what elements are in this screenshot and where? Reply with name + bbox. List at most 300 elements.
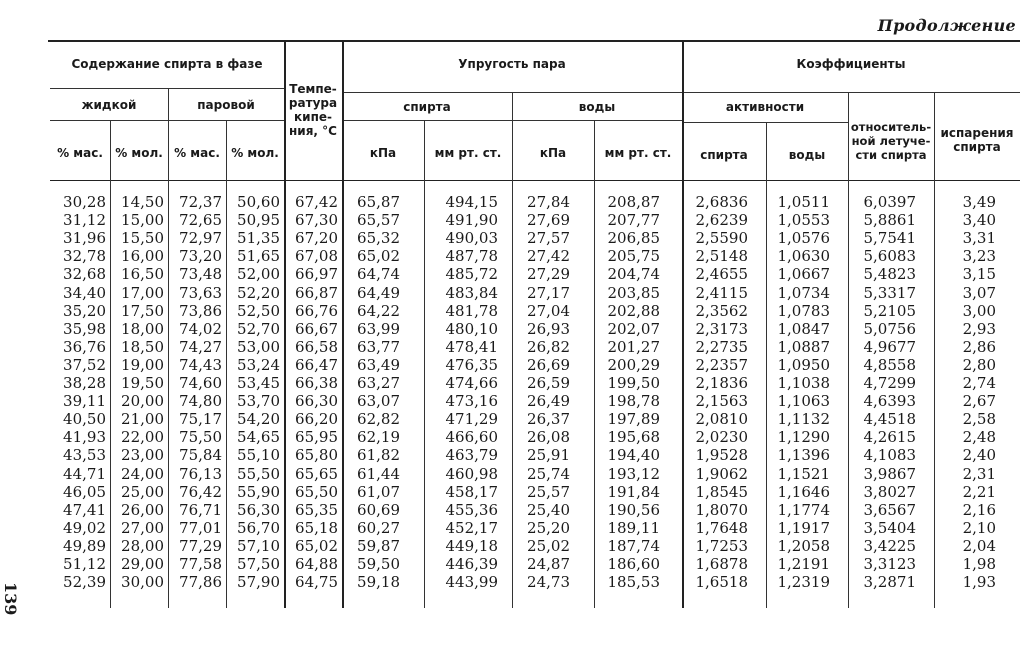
table-cell: 26,37 — [527, 410, 570, 429]
table-cell: 4,7299 — [863, 374, 916, 392]
table-cell: 65,18 — [295, 518, 338, 537]
table-cell: 73,63 — [179, 283, 222, 302]
table-cell: 2,04 — [962, 536, 996, 555]
table-cell: 52,00 — [237, 265, 280, 284]
table-cell: 27,00 — [121, 518, 164, 537]
table-cell: 2,6239 — [695, 211, 748, 230]
table-cell: 1,0783 — [777, 301, 830, 320]
table-cell: 1,98 — [962, 555, 996, 573]
table-cell: 67,30 — [295, 211, 338, 230]
table-cell: 30,00 — [121, 573, 164, 592]
table-cell: 61,44 — [357, 464, 400, 483]
table-cell: 64,22 — [357, 301, 400, 320]
table-cell: 24,73 — [527, 573, 570, 592]
table-cell: 2,5148 — [695, 247, 748, 266]
table-cell: 56,70 — [237, 518, 280, 537]
table-cell: 186,60 — [607, 555, 660, 573]
table-cell: 64,88 — [295, 555, 338, 573]
table-cell: 2,3173 — [695, 319, 748, 338]
table-cell: 5,4823 — [863, 265, 916, 284]
table-cell: 63,99 — [357, 319, 400, 338]
table-cell: 2,93 — [962, 319, 996, 338]
table-cell: 2,4115 — [695, 283, 748, 302]
table-cell: 207,77 — [607, 211, 660, 230]
table-cell: 2,2357 — [695, 355, 748, 374]
table-cell: 21,00 — [121, 410, 164, 429]
table-cell: 189,11 — [607, 518, 660, 537]
header-activity-water: воды — [788, 148, 826, 162]
rule-header-bottom — [50, 180, 1020, 181]
table-cell: 32,78 — [63, 247, 106, 266]
table-cell: 6,0397 — [863, 193, 916, 211]
table-cell: 26,93 — [527, 319, 570, 338]
table-cell: 77,29 — [179, 536, 222, 555]
table-cell: 37,52 — [63, 355, 106, 374]
table-cell: 3,2871 — [863, 573, 916, 592]
table-cell: 62,82 — [357, 410, 400, 429]
rule-under-activity — [682, 122, 848, 123]
table-cell: 65,95 — [295, 428, 338, 447]
header-vapor-mol: % мол. — [231, 146, 279, 160]
table-cell: 491,90 — [445, 211, 498, 230]
table-cell: 3,4225 — [863, 536, 916, 555]
header-alcohol-kpa: кПа — [369, 146, 397, 160]
table-cell: 43,53 — [63, 446, 106, 465]
table-cell: 59,50 — [357, 555, 400, 573]
table-cell: 25,00 — [121, 482, 164, 501]
table-cell: 2,40 — [962, 446, 996, 465]
table-cell: 203,85 — [607, 283, 660, 302]
table-cell: 455,36 — [445, 500, 498, 519]
header-activity-alcohol: спирта — [700, 148, 748, 162]
table-cell: 63,07 — [357, 392, 400, 411]
table-cell: 18,50 — [121, 337, 164, 356]
table-cell: 38,28 — [63, 374, 106, 392]
table-cell: 16,00 — [121, 247, 164, 266]
table-cell: 49,89 — [63, 536, 106, 555]
table-cell: 490,03 — [445, 229, 498, 248]
continuation-label: Продолжение — [877, 16, 1016, 35]
table-cell: 63,77 — [357, 337, 400, 356]
table-cell: 208,87 — [607, 193, 660, 211]
table-cell: 2,48 — [962, 428, 996, 447]
table-cell: 14,50 — [121, 193, 164, 211]
table-cell: 478,41 — [445, 337, 498, 356]
rule-col-alcohol-kpa-mm — [424, 120, 425, 608]
table-cell: 2,2735 — [695, 337, 748, 356]
table-cell: 1,7648 — [695, 518, 748, 537]
table-cell: 65,35 — [295, 500, 338, 519]
table-cell: 5,8861 — [863, 211, 916, 230]
table-cell: 76,71 — [179, 500, 222, 519]
table-cell: 52,39 — [63, 573, 106, 592]
table-cell: 73,48 — [179, 265, 222, 284]
table-cell: 26,69 — [527, 355, 570, 374]
table-cell: 1,7253 — [695, 536, 748, 555]
table-cell: 65,50 — [295, 482, 338, 501]
table-cell: 27,17 — [527, 283, 570, 302]
rule-under-coefficients — [682, 92, 1020, 93]
table-cell: 27,57 — [527, 229, 570, 248]
rule-col-activity-alcohol-water — [766, 122, 767, 608]
table-cell: 1,1521 — [777, 464, 830, 483]
table-cell: 1,6518 — [695, 573, 748, 592]
table-cell: 26,49 — [527, 392, 570, 411]
table-cell: 1,1038 — [777, 374, 830, 392]
table-cell: 26,08 — [527, 428, 570, 447]
table-cell: 3,07 — [962, 283, 996, 302]
table-cell: 66,38 — [295, 374, 338, 392]
table-cell: 5,3317 — [863, 283, 916, 302]
table-cell: 66,47 — [295, 355, 338, 374]
table-cell: 51,65 — [237, 247, 280, 266]
table-cell: 66,97 — [295, 265, 338, 284]
table-cell: 1,8545 — [695, 482, 748, 501]
table-cell: 65,65 — [295, 464, 338, 483]
table-cell: 5,6083 — [863, 247, 916, 266]
table-cell: 3,6567 — [863, 500, 916, 519]
table-cell: 483,84 — [445, 283, 498, 302]
table-cell: 191,84 — [607, 482, 660, 501]
table-cell: 466,60 — [445, 428, 498, 447]
table-cell: 17,50 — [121, 301, 164, 320]
table-cell: 30,28 — [63, 193, 106, 211]
table-cell: 2,21 — [962, 482, 996, 501]
table-cell: 41,93 — [63, 428, 106, 447]
table-cell: 1,0553 — [777, 211, 830, 230]
table-cell: 5,0756 — [863, 319, 916, 338]
table-cell: 60,27 — [357, 518, 400, 537]
table-cell: 36,76 — [63, 337, 106, 356]
table-cell: 481,78 — [445, 301, 498, 320]
table-cell: 1,0847 — [777, 319, 830, 338]
table-cell: 56,30 — [237, 500, 280, 519]
table-cell: 22,00 — [121, 428, 164, 447]
table-cell: 25,91 — [527, 446, 570, 465]
table-cell: 1,1774 — [777, 500, 830, 519]
table-cell: 195,68 — [607, 428, 660, 447]
table-cell: 31,96 — [63, 229, 106, 248]
table-cell: 3,49 — [962, 193, 996, 211]
table-cell: 25,40 — [527, 500, 570, 519]
table-cell: 27,84 — [527, 193, 570, 211]
table-cell: 77,58 — [179, 555, 222, 573]
table-cell: 24,00 — [121, 464, 164, 483]
table-cell: 4,8558 — [863, 355, 916, 374]
header-pressure-water: воды — [578, 100, 616, 114]
table-cell: 4,9677 — [863, 337, 916, 356]
header-vapor: паровой — [197, 98, 255, 112]
table-cell: 19,00 — [121, 355, 164, 374]
table-cell: 1,1646 — [777, 482, 830, 501]
table-cell: 443,99 — [445, 573, 498, 592]
table-cell: 73,20 — [179, 247, 222, 266]
table-cell: 75,17 — [179, 410, 222, 429]
table-cell: 5,7541 — [863, 229, 916, 248]
table-cell: 3,9867 — [863, 464, 916, 483]
table-cell: 24,87 — [527, 555, 570, 573]
table-cell: 26,59 — [527, 374, 570, 392]
table-cell: 27,29 — [527, 265, 570, 284]
table-cell: 2,74 — [962, 374, 996, 392]
table-cell: 31,12 — [63, 211, 106, 230]
table-cell: 75,50 — [179, 428, 222, 447]
table-cell: 66,20 — [295, 410, 338, 429]
header-coefficients: Коэффициенты — [796, 57, 906, 71]
table-cell: 65,02 — [357, 247, 400, 266]
table-cell: 59,87 — [357, 536, 400, 555]
table-cell: 62,19 — [357, 428, 400, 447]
table-cell: 66,58 — [295, 337, 338, 356]
table-cell: 25,02 — [527, 536, 570, 555]
table-cell: 61,82 — [357, 446, 400, 465]
rule-col-before-evaporation — [934, 92, 935, 608]
table-cell: 76,13 — [179, 464, 222, 483]
table-top-rule — [48, 40, 1020, 42]
table-cell: 27,04 — [527, 301, 570, 320]
table-cell: 190,56 — [607, 500, 660, 519]
table-cell: 25,20 — [527, 518, 570, 537]
table-cell: 2,58 — [962, 410, 996, 429]
table-cell: 474,66 — [445, 374, 498, 392]
header-relative-volatility: относитель- ной летуче- сти спирта — [850, 120, 932, 162]
table-cell: 51,35 — [237, 229, 280, 248]
table-cell: 26,00 — [121, 500, 164, 519]
table-cell: 3,31 — [962, 229, 996, 248]
rule-col-after-activity — [848, 92, 849, 608]
rule-col-water-kpa-mm — [594, 120, 595, 608]
table-cell: 2,0810 — [695, 410, 748, 429]
table-cell: 1,1063 — [777, 392, 830, 411]
table-cell: 4,4518 — [863, 410, 916, 429]
table-cell: 2,3562 — [695, 301, 748, 320]
table-cell: 2,5590 — [695, 229, 748, 248]
rule-col-alcohol-water — [512, 92, 513, 608]
table-cell: 200,29 — [607, 355, 660, 374]
table-cell: 194,40 — [607, 446, 660, 465]
header-vapor-mass: % мас. — [174, 146, 220, 160]
header-activity: активности — [725, 100, 805, 114]
table-cell: 67,42 — [295, 193, 338, 211]
table-cell: 26,82 — [527, 337, 570, 356]
table-cell: 67,20 — [295, 229, 338, 248]
table-cell: 74,27 — [179, 337, 222, 356]
table-cell: 74,43 — [179, 355, 222, 374]
table-cell: 1,2319 — [777, 573, 830, 592]
table-cell: 50,95 — [237, 211, 280, 230]
table-cell: 34,40 — [63, 283, 106, 302]
rule-col-before-coefficients — [682, 40, 684, 608]
table-cell: 2,6836 — [695, 193, 748, 211]
table-cell: 2,16 — [962, 500, 996, 519]
table-cell: 65,87 — [357, 193, 400, 211]
table-cell: 65,57 — [357, 211, 400, 230]
table-cell: 35,20 — [63, 301, 106, 320]
table-cell: 452,17 — [445, 518, 498, 537]
table-cell: 1,0630 — [777, 247, 830, 266]
table-cell: 187,74 — [607, 536, 660, 555]
table-cell: 16,50 — [121, 265, 164, 284]
table-cell: 185,53 — [607, 573, 660, 592]
table-cell: 55,50 — [237, 464, 280, 483]
table-cell: 27,42 — [527, 247, 570, 266]
table-cell: 198,78 — [607, 392, 660, 411]
table-cell: 76,42 — [179, 482, 222, 501]
header-vapor-pressure: Упругость пара — [458, 57, 566, 71]
table-cell: 64,49 — [357, 283, 400, 302]
table-cell: 52,70 — [237, 319, 280, 338]
rule-col-vapor-mass-mol — [226, 120, 227, 608]
table-cell: 1,8070 — [695, 500, 748, 519]
table-cell: 32,68 — [63, 265, 106, 284]
table-cell: 473,16 — [445, 392, 498, 411]
header-pressure-alcohol: спирта — [403, 100, 451, 114]
table-cell: 53,45 — [237, 374, 280, 392]
table-cell: 3,15 — [962, 265, 996, 284]
table-cell: 77,01 — [179, 518, 222, 537]
table-cell: 446,39 — [445, 555, 498, 573]
table-cell: 74,02 — [179, 319, 222, 338]
table-cell: 18,00 — [121, 319, 164, 338]
table-cell: 199,50 — [607, 374, 660, 392]
table-cell: 4,6393 — [863, 392, 916, 411]
table-cell: 54,65 — [237, 428, 280, 447]
table-cell: 66,87 — [295, 283, 338, 302]
page-number: 139 — [1, 582, 20, 616]
table-cell: 2,4655 — [695, 265, 748, 284]
table-cell: 2,10 — [962, 518, 996, 537]
table-cell: 61,07 — [357, 482, 400, 501]
table-cell: 193,12 — [607, 464, 660, 483]
table-cell: 3,8027 — [863, 482, 916, 501]
table-cell: 27,69 — [527, 211, 570, 230]
header-water-kpa: кПа — [539, 146, 567, 160]
table-cell: 72,65 — [179, 211, 222, 230]
table-cell: 47,41 — [63, 500, 106, 519]
table-cell: 57,90 — [237, 573, 280, 592]
table-cell: 64,75 — [295, 573, 338, 592]
table-cell: 4,2615 — [863, 428, 916, 447]
table-cell: 476,35 — [445, 355, 498, 374]
table-cell: 3,00 — [962, 301, 996, 320]
table-cell: 72,97 — [179, 229, 222, 248]
table-cell: 66,76 — [295, 301, 338, 320]
table-cell: 460,98 — [445, 464, 498, 483]
table-cell: 197,89 — [607, 410, 660, 429]
table-cell: 39,11 — [63, 392, 106, 411]
table-cell: 63,49 — [357, 355, 400, 374]
table-cell: 2,1836 — [695, 374, 748, 392]
table-cell: 19,50 — [121, 374, 164, 392]
table-cell: 66,67 — [295, 319, 338, 338]
table-cell: 463,79 — [445, 446, 498, 465]
header-liquid-mol: % мол. — [115, 146, 163, 160]
table-cell: 55,10 — [237, 446, 280, 465]
header-alcohol-content: Содержание спирта в фазе — [71, 57, 263, 71]
table-cell: 3,3123 — [863, 555, 916, 573]
table-cell: 2,80 — [962, 355, 996, 374]
table-cell: 53,24 — [237, 355, 280, 374]
table-cell: 53,00 — [237, 337, 280, 356]
header-liquid: жидкой — [81, 98, 137, 112]
table-cell: 51,12 — [63, 555, 106, 573]
table-cell: 471,29 — [445, 410, 498, 429]
table-cell: 204,74 — [607, 265, 660, 284]
rule-col-after-temp — [342, 40, 344, 608]
table-cell: 17,00 — [121, 283, 164, 302]
table-cell: 15,50 — [121, 229, 164, 248]
header-liquid-mass: % мас. — [57, 146, 103, 160]
table-cell: 1,0950 — [777, 355, 830, 374]
table-cell: 66,30 — [295, 392, 338, 411]
table-cell: 2,0230 — [695, 428, 748, 447]
header-boiling-temp: Темпе- ратура кипе- ния, °С — [288, 82, 338, 138]
table-cell: 1,0887 — [777, 337, 830, 356]
table-cell: 2,31 — [962, 464, 996, 483]
table-cell: 74,80 — [179, 392, 222, 411]
table-cell: 74,60 — [179, 374, 222, 392]
table-cell: 59,18 — [357, 573, 400, 592]
table-cell: 55,90 — [237, 482, 280, 501]
table-cell: 2,67 — [962, 392, 996, 411]
header-evaporation: испарения спирта — [940, 126, 1014, 154]
table-cell: 67,08 — [295, 247, 338, 266]
table-cell: 202,88 — [607, 301, 660, 320]
table-cell: 52,50 — [237, 301, 280, 320]
table-cell: 23,00 — [121, 446, 164, 465]
table-cell: 487,78 — [445, 247, 498, 266]
table-cell: 3,5404 — [863, 518, 916, 537]
table-cell: 53,70 — [237, 392, 280, 411]
rule-col-liquid-mass-mol — [110, 120, 111, 608]
table-cell: 65,02 — [295, 536, 338, 555]
table-cell: 52,20 — [237, 283, 280, 302]
table-cell: 1,1290 — [777, 428, 830, 447]
table-cell: 65,32 — [357, 229, 400, 248]
table-cell: 25,57 — [527, 482, 570, 501]
table-cell: 29,00 — [121, 555, 164, 573]
table-cell: 15,00 — [121, 211, 164, 230]
table-cell: 206,85 — [607, 229, 660, 248]
table-cell: 28,00 — [121, 536, 164, 555]
table-cell: 60,69 — [357, 500, 400, 519]
rule-under-phase — [50, 120, 284, 121]
table-cell: 1,6878 — [695, 555, 748, 573]
table-cell: 46,05 — [63, 482, 106, 501]
table-cell: 25,74 — [527, 464, 570, 483]
table-cell: 485,72 — [445, 265, 498, 284]
table-cell: 1,1917 — [777, 518, 830, 537]
table-cell: 480,10 — [445, 319, 498, 338]
table-cell: 1,0667 — [777, 265, 830, 284]
table-cell: 63,27 — [357, 374, 400, 392]
table-cell: 40,50 — [63, 410, 106, 429]
table-cell: 1,9528 — [695, 446, 748, 465]
table-cell: 57,50 — [237, 555, 280, 573]
rule-col-liquid-vapor — [168, 88, 169, 608]
table-cell: 2,86 — [962, 337, 996, 356]
table-cell: 57,10 — [237, 536, 280, 555]
table-cell: 72,37 — [179, 193, 222, 211]
table-cell: 20,00 — [121, 392, 164, 411]
table-cell: 49,02 — [63, 518, 106, 537]
rule-col-before-temp — [284, 40, 286, 608]
table-cell: 1,2058 — [777, 536, 830, 555]
table-cell: 458,17 — [445, 482, 498, 501]
table-cell: 50,60 — [237, 193, 280, 211]
table-cell: 1,0734 — [777, 283, 830, 302]
table-cell: 494,15 — [445, 193, 498, 211]
